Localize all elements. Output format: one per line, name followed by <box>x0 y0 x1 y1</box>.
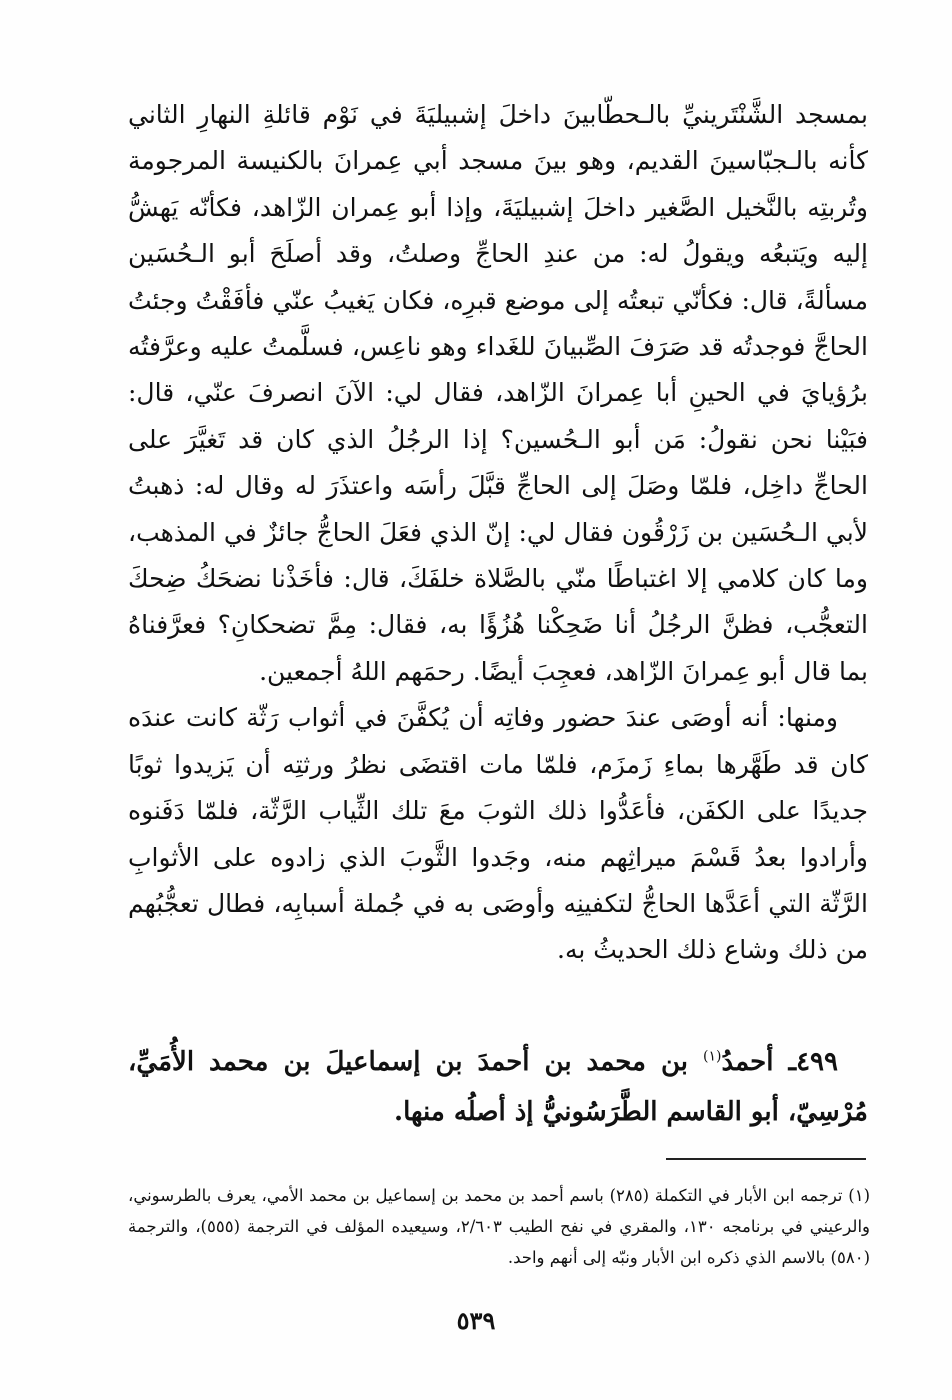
footnote-ref[interactable]: (١) <box>703 1048 722 1065</box>
footnote-separator <box>666 1158 866 1160</box>
entry-number-name: ٤٩٩ـ أحمدُ <box>721 1047 838 1077</box>
main-text <box>128 92 868 974</box>
biography-entry <box>128 1037 868 1137</box>
entry-text: بن محمد بن أحمدَ بن إسماعيلَ بن محمد الأُمَيِّ، مُرْسِيّ، أبو القاسم الطَّرَسُونيُّ إذ أصلُه منها. <box>128 1047 868 1127</box>
page-number: ٥٣٩ <box>456 1306 496 1335</box>
paragraph-2: ومنها: أنه أوصَى عندَ حضور وفاتِه أن يُكفَّنَ في أثواب رَثّة كانت عندَه كان قد طَهَّرها بماءِ زَمزَم، فلمّا مات اقتضَى نظرُ ورثتِه أن يَزيدوا ثوبًا جديدًا على الكفَن، فأعَدُّوا ذلك الثوبَ معَ تلك الثِّياب الرَّثّة، فلمّا دَفَنوه وأرادوا بعدُ قَسْمَ ميراثِهم منه، وجَدوا الثَّوبَ الذي زادوه على الأثوابِ الرَّثّة التي أعَدَّها الحاجُّ لتكفينِه وأوصَى به في جُملة أسبابِه، فطال تعجُّبُهم من ذلك وشاع ذلك الحديثُ به. <box>128 703 868 965</box>
paragraph-1: بمسجد الشَّنْتَرينيِّ بالـحطّابينَ داخلَ إشبيليَةَ في نَوْم قائلةِ النهارِ الثاني كأنه بالـجبّاسينَ القديم، وهو بينَ مسجد أبي عِمرانَ بالكنيسة المرجومة وتُربتِه بالنَّخيل الصَّغير داخلَ إشبيليَةَ، وإذا أبو عِمران الزّاهد، فكأنّه يَهشُّ إليه ويَتبعُه ويقولُ له: من عندِ الحاجِّ وصلتُ، وقد أصلَحَ أبو الـحُسَين مسألةً، قال: فكأنّي تبعتُه إلى موضع قبرِه، فكان يَغيبُ عنّي فأفَقْتُ وجئتُ الحاجَّ فوجدتُه قد صَرَفَ الصِّبيانَ للغَداء وهو ناعِس، فسلَّمتُ عليه وعرَّفتُه برُؤيايَ في الحينِ أبا عِمرانَ الزّاهد، فقال لي: الآنَ انصرفَ عنّي، قال: فبَيْنا نحن نقولُ: مَن أبو الـحُسين؟ إذا الرجُلُ الذي كان قد تَغيَّرَ على الحاجِّ داخِل، فلمّا وصَلَ إلى الحاجِّ قبَّلَ رأسَه واعتذَرَ له وقال له: ذهبتُ لأبي الـحُسَين بن زَرْقُون فقال لي: إنّ الذي فعَلَ الحاجُّ جائزٌ في المذهب، وما كان كلامي إلا اغتباطًا منّي بالصَّلاة خلفَكَ، قال: فأخَذْنا نضحَكُ ضِحكَ التعجُّب، فظنَّ الرجُلُ أنا ضَحِكْنا هُزُؤًا به، فقال: مِمَّ تضحكانِ؟ فعرَّفناهُ بما قال أبو عِمرانَ الزّاهد، فعجِبَ أيضًا. رحمَهم اللهُ أجمعين. <box>128 100 868 686</box>
footnote: (١) ترجمه ابن الأبار في التكملة (٢٨٥) باسم أحمد بن محمد بن إسماعيل بن محمد الأمي، يعرف بالطرسوني، والرعيني في برنامجه ١٣٠، والمقري في نفح الطيب ٢/٦٠٣، وسيعيده المؤلف في الترجمة (٥٥٥)، والترجمة (٥٨٠) بالاسم الذي ذكره ابن الأبار ونبّه إلى أنهم واحد. <box>128 1186 870 1267</box>
